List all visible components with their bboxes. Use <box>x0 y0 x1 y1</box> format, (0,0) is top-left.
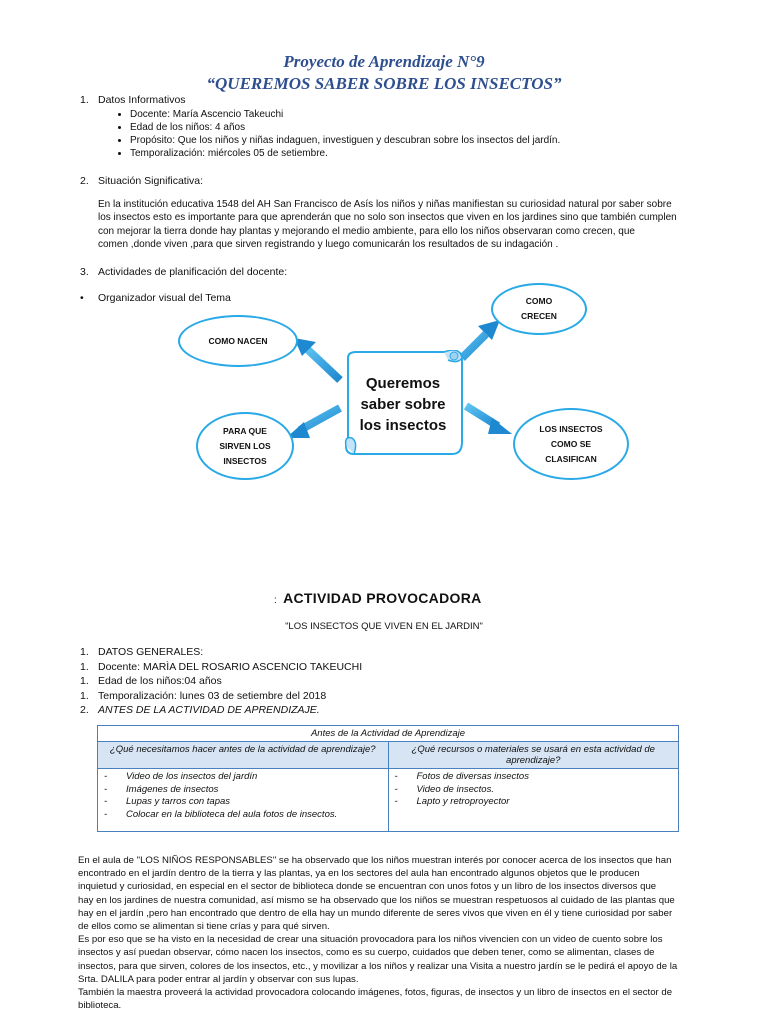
list-item: - Video de los insectos del jardín <box>126 771 384 784</box>
ellipse-para-que-sirven: PARA QUE SIRVEN LOS INSECTOS <box>196 412 294 480</box>
list-item: • Edad de los niños: 4 años <box>130 121 560 134</box>
section-1-heading: 1. Datos Informativos <box>80 94 186 106</box>
list-item: - Colocar en la biblioteca del aula fotos de insectos. <box>126 809 384 822</box>
section-3-bullet: • Organizador visual del Tema <box>80 292 231 304</box>
ellipse-como-crecen: COMO CRECEN <box>491 283 587 335</box>
list-item: - Imágenes de insectos <box>126 784 384 797</box>
section-2-heading: 2. Situación Significativa: <box>80 175 204 187</box>
list-item: • Temporalización: miércoles 05 de setiembre. <box>130 147 560 160</box>
activity-subtitle: "LOS INSECTOS QUE VIVEN EN EL JARDIN" <box>285 621 483 632</box>
ellipse-clasifican: LOS INSECTOS COMO SE CLASIFICAN <box>513 408 629 480</box>
list-item: 1. DATOS GENERALES: <box>80 646 204 658</box>
list-item: - Fotos de diversas insectos <box>417 771 675 784</box>
list-item: - Lupas y tarros con tapas <box>126 796 384 809</box>
table-header-col2: ¿Qué recursos o materiales se usará en esta actividad de aprendizaje? <box>388 742 679 769</box>
list-item: - Lapto y retroproyector <box>417 796 675 809</box>
list-item: • Docente: María Ascencio Takeuchi <box>130 108 560 121</box>
list-item: 1. Temporalización: lunes 03 de setiembre del 2018 <box>80 689 327 702</box>
center-scroll-text: Queremos saber sobre los insectos <box>359 374 447 434</box>
table-cell-col1 <box>98 769 389 832</box>
arrow-to-para-que <box>286 408 340 438</box>
center-scroll <box>342 350 464 458</box>
closing-text: En el aula de "LOS NIÑOS RESPONSABLES" se ha observado que los niños muestran interés por conocer acerca de los insectos que han encontrado en el jardín dentro de la tierra y las plantas, ya en los sectores del aula han encontrado algunos objetos que le producen inquietud y curiosidad, en especial en el sector de biblioteca donde se encuentran con unos fotos y un libro de los insectos diversos que hay en los jardines de nuestra comunidad, así mismo se ha observado que los niños se muestran respetuosos al cuidado de las plantas que hay en el jardín ,pero han encontrado que dentro de ella hay un mundo diferente de seres vivos que viven en él y tiene curiosidad por saber de ellos como se alimentan si tiene crías y para qué sirven. Es por eso que se ha visto en la necesidad de crear una situación provocadora para los niños vivencien con un video de cuento sobre los insectos y así puedan observar, cómo nacen los insectos, como es su cuerpo, cuidados que deben tener, como se alimentan, clases de insectos, para que sirven, colores de los insectos, etc., y movilizar a los niños y realizar una Visita a nuestro jardín se le pedirá el apoyo de la Srta. DALILA para poder entrar al jardín y observar con sus lupas. También la maestra proveerá la actividad provocadora colocando imágenes, fotos, figuras, de insectos y un libro de insectos en el sector de biblioteca. <box>78 855 678 1012</box>
section-1-list <box>116 108 560 160</box>
arrow-to-como-crecen <box>462 320 500 358</box>
table-header-col1: ¿Qué necesitamos hacer antes de la actividad de aprendizaje? <box>98 742 389 769</box>
activity-title: : ACTIVIDAD PROVOCADORA <box>274 590 482 606</box>
project-subtitle: “QUEREMOS SABER SOBRE LOS INSECTOS” <box>206 74 562 93</box>
bullet-icon: • <box>80 292 84 304</box>
arrow-to-como-nacen <box>294 338 340 380</box>
list-item: - Video de insectos. <box>417 784 675 797</box>
section-3-heading: 3. Actividades de planificación del docente: <box>80 266 288 278</box>
list-item: 2. ANTES DE LA ACTIVIDAD DE APRENDIZAJE. <box>80 704 320 716</box>
activity-list <box>80 645 362 718</box>
list-item: 1. Docente: MARÌA DEL ROSARIO ASCENCIO TAKEUCHI <box>80 660 363 673</box>
ellipse-como-nacen: COMO NACEN <box>178 315 298 367</box>
table-caption: Antes de la Actividad de Aprendizaje <box>98 726 679 742</box>
antes-table <box>97 725 679 832</box>
table-cell-col2 <box>388 769 679 832</box>
arrow-to-clasifican <box>466 406 512 434</box>
list-item: 1. Edad de los niños:04 años <box>80 675 222 687</box>
project-title: Proyecto de Aprendizaje N°9 <box>283 52 485 71</box>
situacion-paragraph: En la institución educativa 1548 del AH San Francisco de Asís los niños y niñas manifiestan su curiosidad natural por saber sobre los insectos esto es importante para que aprenderán que no solo son insectos que viven en los jardines sino que también cumplen con mejorar la tierra donde hay plantas y mejorando el medio ambiente, para ello los niños observaran como crecen, que comen ,donde viven ,para que sirven registrando y luego comunicarán los resultados de su indagación . <box>98 199 677 250</box>
list-item: • Propósito: Que los niños y niñas indaguen, investiguen y descubran sobre los insectos del jardín. <box>130 134 560 147</box>
